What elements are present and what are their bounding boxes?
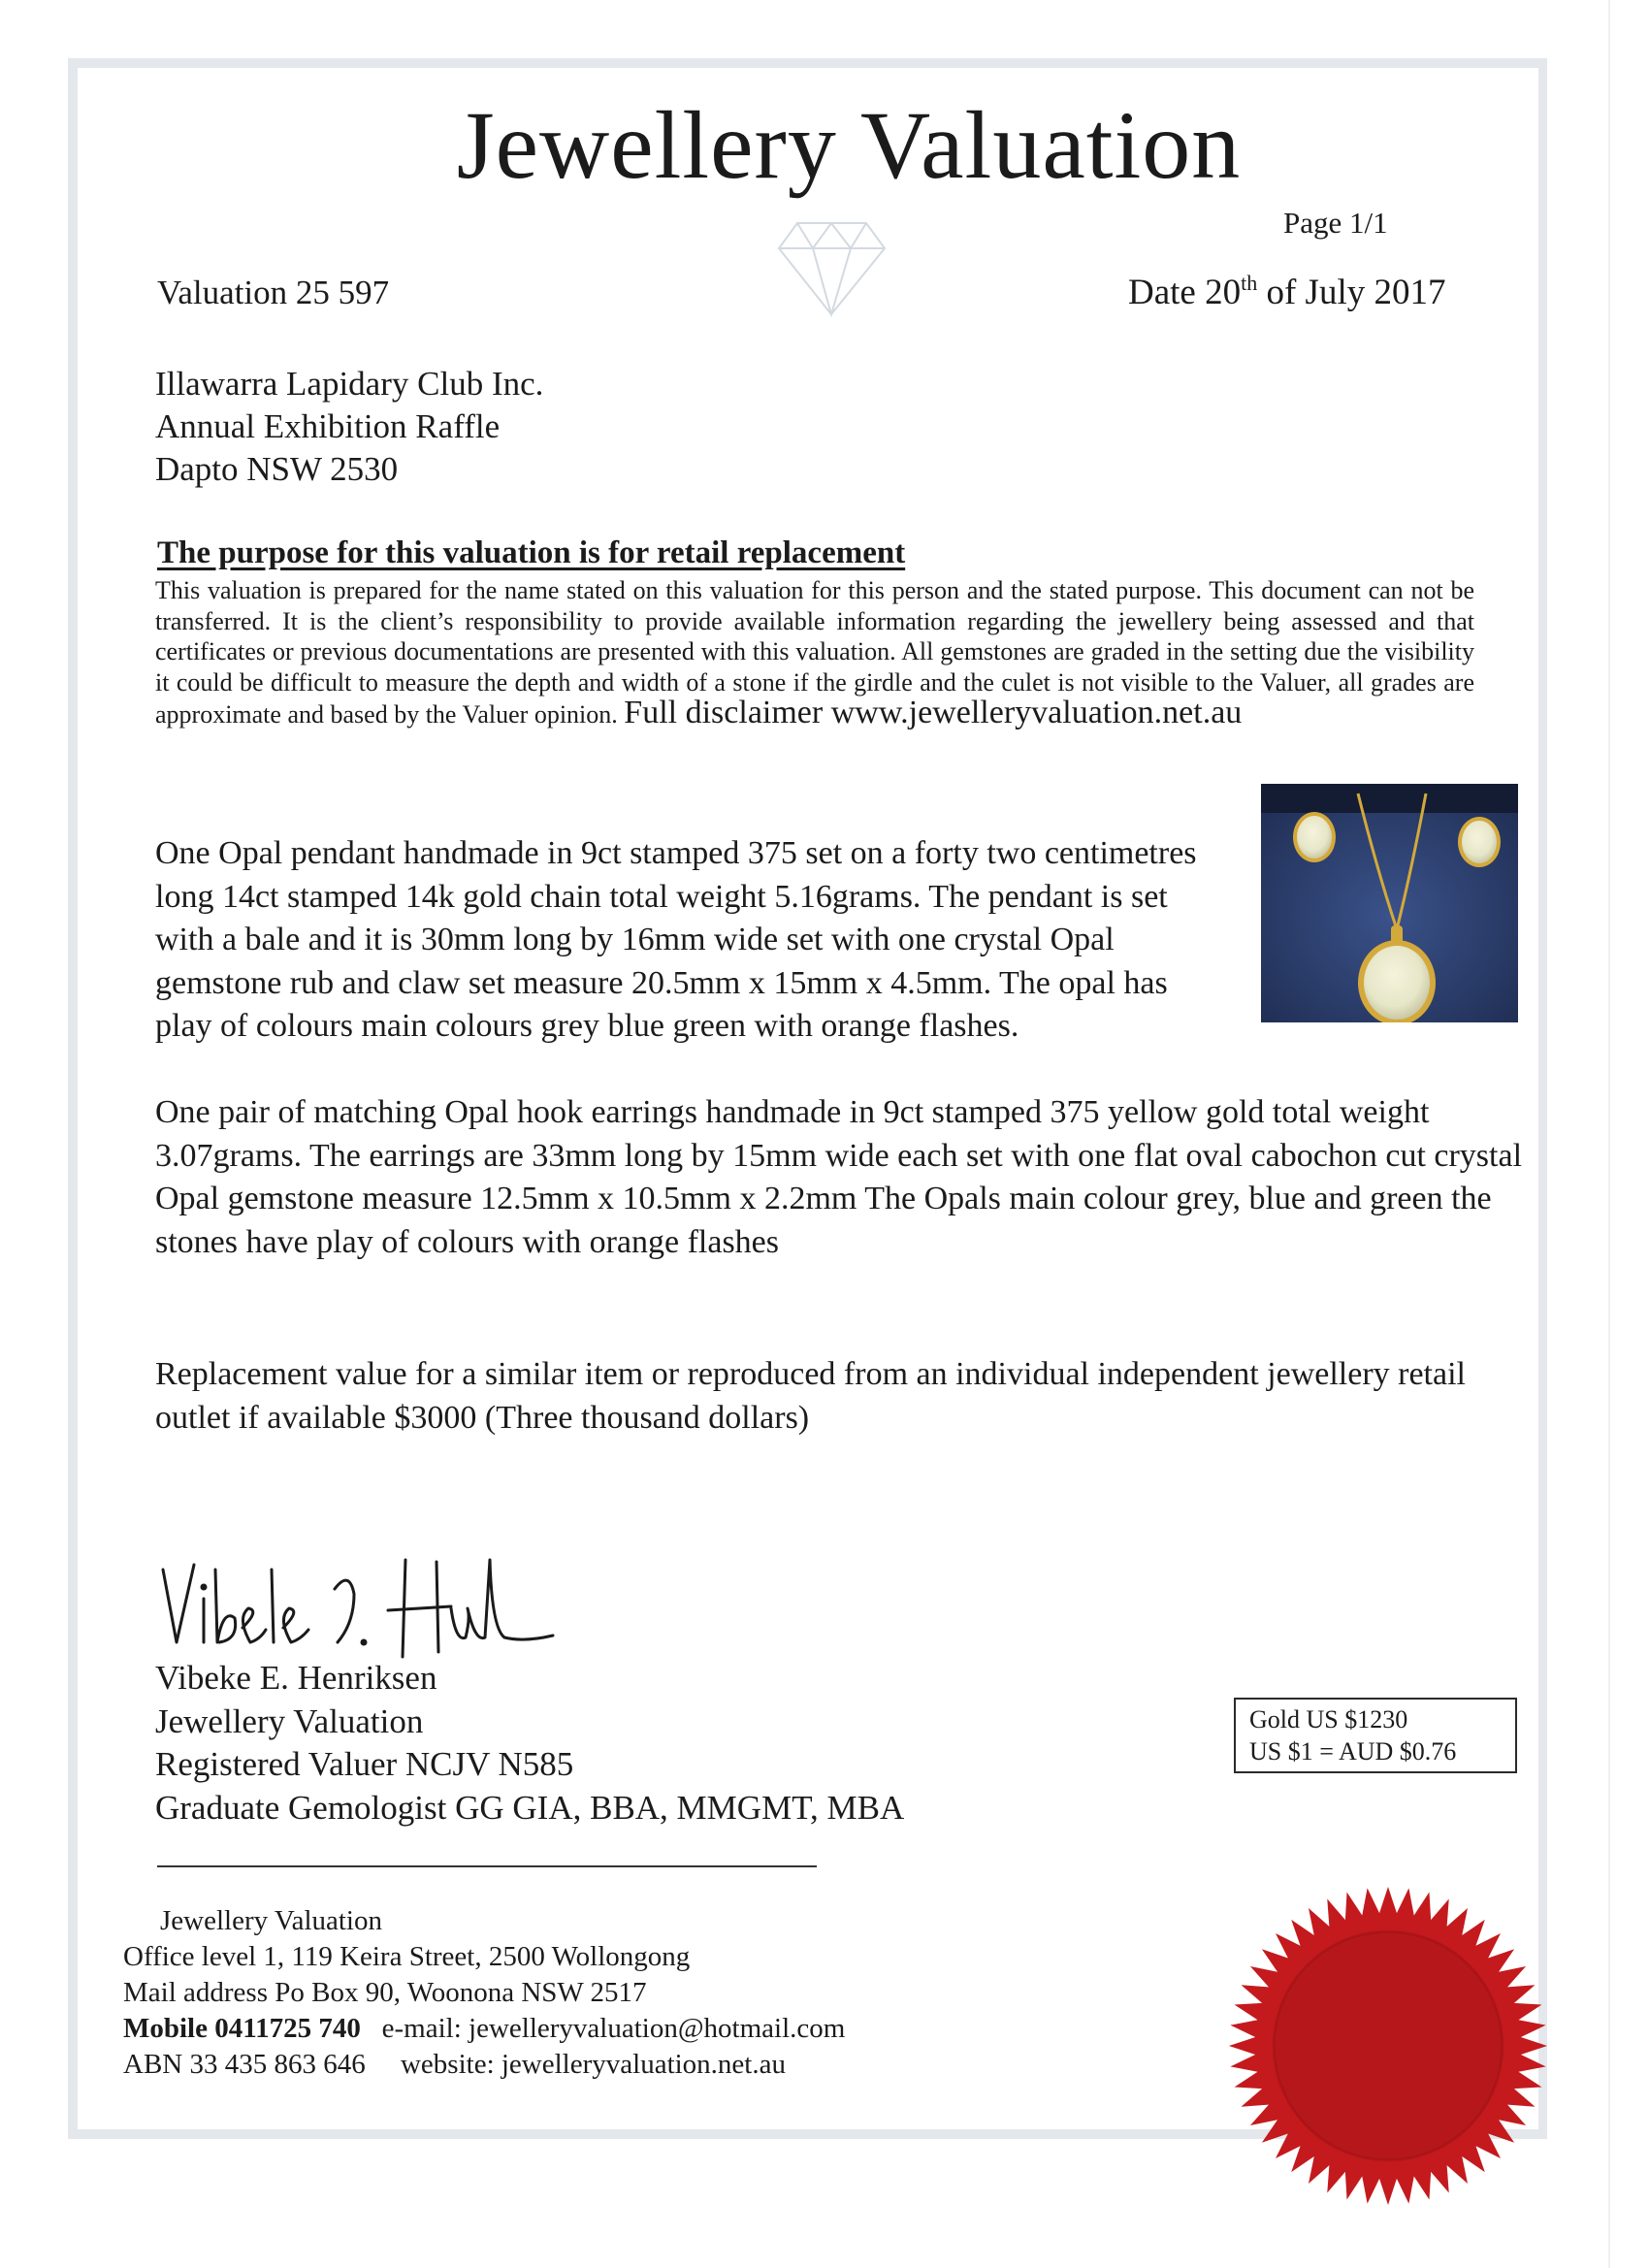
footer-contact <box>123 2011 845 2047</box>
exchange-rate: US $1 = AUD $0.76 <box>1249 1737 1457 1766</box>
footer-abn: ABN 33 435 863 646 <box>123 2049 366 2080</box>
pendant-description: One Opal pendant handmade in 9ct stamped 375 set on a forty two centimetres long 14ct stamped 14k gold chain total weight 5.16grams. The pendant is set with a bale and it is 30mm long by 16mm wide set with one crystal Opal gemstone rub and claw set measure 20.5mm x 15mm x 4.5mm. The opal has play of colours main colours grey blue green with orange flashes. <box>155 835 1197 1044</box>
gold-price: Gold US $1230 <box>1249 1705 1408 1733</box>
client-event: Annual Exhibition Raffle <box>155 407 501 445</box>
page-number: Page 1/1 <box>1283 206 1388 240</box>
footer-registration <box>123 2047 786 2083</box>
scan-edge-line <box>1608 0 1610 2268</box>
date-day: Date 20 <box>1128 273 1242 312</box>
earrings-description: One pair of matching Opal hook earrings handmade in 9ct stamped 375 yellow gold total weight 3.07grams. The earrings are 33mm long by 15mm wide each set with one flat oval cabochon cut crystal Opal gemstone measure 12.5mm x 10.5mm x 2.2mm The Opals main colour grey, blue and green the stones have play of colours with orange flashes <box>155 1094 1523 1260</box>
valuer-details <box>155 1657 904 1830</box>
valuer-signature <box>155 1550 563 1667</box>
footer-email[interactable]: e-mail: jewelleryvaluation@hotmail.com <box>381 2013 846 2044</box>
footer-mobile: Mobile 0411725 740 <box>123 2013 361 2044</box>
footer-mail: Mail address Po Box 90, Woonona NSW 2517 <box>123 1977 647 2008</box>
client-address <box>155 363 543 491</box>
footer-company: Jewellery Valuation <box>160 1905 382 1936</box>
jewellery-photo <box>1261 784 1518 1022</box>
disclaimer-text: This valuation is prepared for the name stated on this valuation for this person and the stated purpose. This document can not be transferred. It is the client’s responsibility to provide available information regarding the jewellery being assessed and that certificates or previous documentations are presented with this valuation. All gemstones are graded in the setting due the visibility it could be difficult to measure the depth and width of a stone if the girdle and the culet is not visible to the Valuer, all grades are approximate and based by the Valuer opinion. <box>155 576 1474 729</box>
valuer-company: Jewellery Valuation <box>155 1701 424 1740</box>
footer-website[interactable]: website: jewelleryvaluation.net.au <box>400 2049 786 2080</box>
date-month-year: of July 2017 <box>1257 273 1446 312</box>
footer-office: Office level 1, 119 Keira Street, 2500 Wollongong <box>123 1941 691 1972</box>
diamond-watermark-icon <box>776 215 888 317</box>
disclaimer-link[interactable]: Full disclaimer www.jewelleryvaluation.net.au <box>624 695 1243 730</box>
rates-box <box>1234 1698 1517 1773</box>
valuer-qualifications: Graduate Gemologist GG GIA, BBA, MMGMT, MBA <box>155 1788 905 1827</box>
replacement-value: Replacement value for a similar item or reproduced from an individual independent jewellery retail outlet if available $3000 (Three thousand dollars) <box>155 1356 1466 1436</box>
valuation-number: Valuation 25 597 <box>157 274 390 311</box>
valuation-date <box>1128 272 1445 313</box>
valuer-registration: Registered Valuer NCJV N585 <box>155 1745 574 1783</box>
client-location: Dapto NSW 2530 <box>155 450 399 488</box>
valuer-name: Vibeke E. Henriksen <box>155 1659 437 1697</box>
red-wax-seal <box>1224 1882 1552 2210</box>
purpose-disclaimer <box>155 575 1474 730</box>
purpose-heading: The purpose for this valuation is for retail replacement <box>157 535 906 570</box>
document-title: Jewellery Valuation <box>456 91 1242 199</box>
client-name: Illawarra Lapidary Club Inc. <box>155 365 544 403</box>
footer-divider <box>157 1865 817 1867</box>
date-ordinal: th <box>1241 271 1258 295</box>
